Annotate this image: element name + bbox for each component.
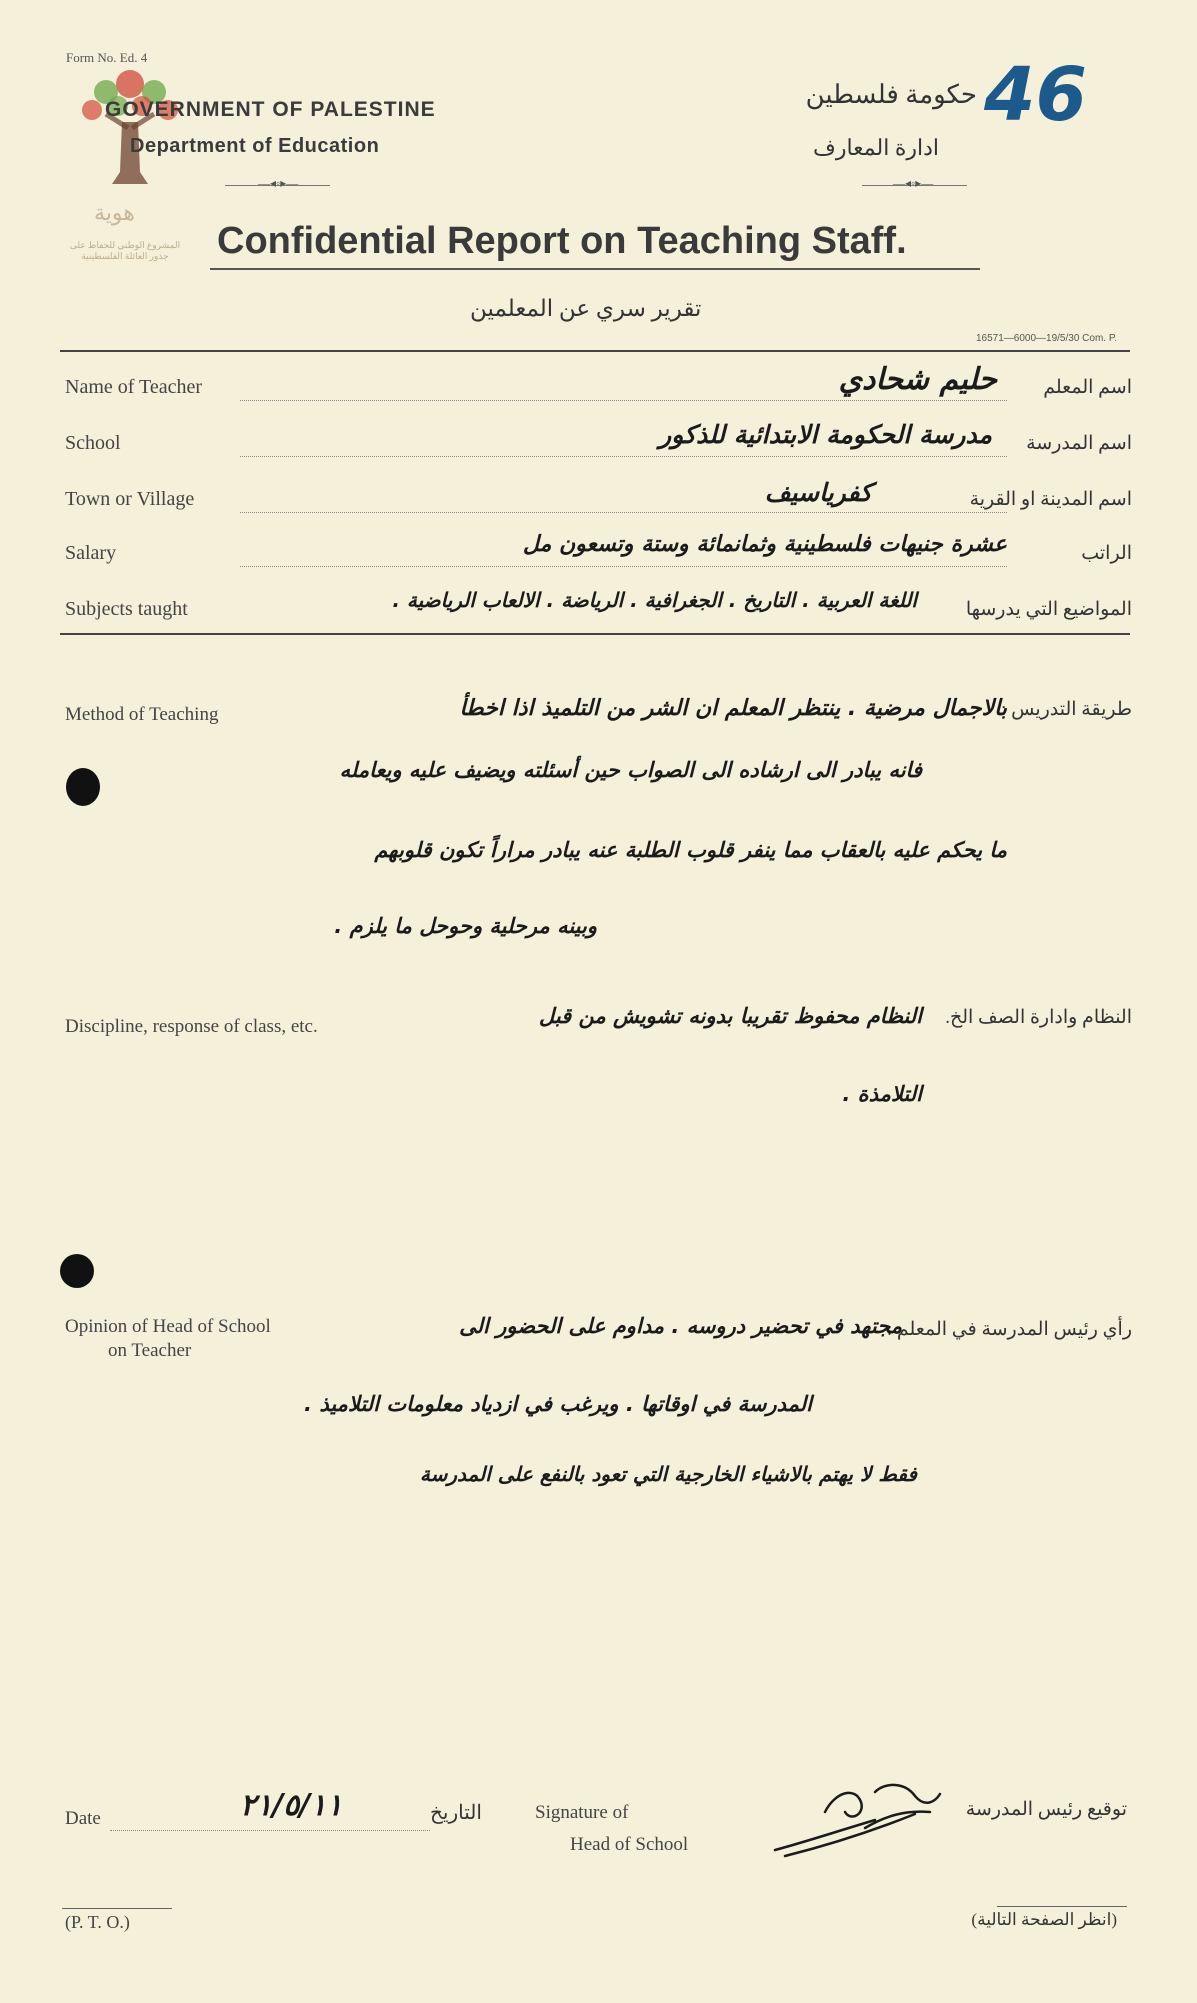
opinion-label-en-1: Opinion of Head of School bbox=[65, 1316, 271, 1337]
school-value: مدرسة الحكومة الابتدائية للذكور bbox=[659, 420, 992, 449]
method-line-2: فانه يبادر الى ارشاده الى الصواب حين أسئلته ويضيف عليه ويعامله bbox=[339, 758, 922, 782]
pto-rule-ar bbox=[997, 1906, 1127, 1907]
field-row-salary bbox=[65, 530, 1132, 576]
name-label-en: Name of Teacher bbox=[65, 376, 203, 398]
salary-label-ar: الراتب bbox=[1081, 543, 1132, 564]
field-row-name bbox=[65, 364, 1132, 410]
method-line-1: بالاجمال مرضية . ينتظر المعلم ان الشر من التلميذ اذا اخطأ bbox=[459, 696, 1007, 721]
salary-label-en: Salary bbox=[65, 542, 117, 564]
method-label-ar: طريقة التدريس : bbox=[1001, 699, 1132, 720]
discipline-label-en: Discipline, response of class, etc. bbox=[65, 1016, 318, 1037]
date-value: ٢١/٥/١١ bbox=[240, 1788, 343, 1823]
pto-label-en: (P. T. O.) bbox=[65, 1912, 130, 1932]
department-title-en: Department of Education bbox=[130, 135, 380, 157]
subjects-label-en: Subjects taught bbox=[65, 598, 188, 620]
signature-label-en-1: Signature of bbox=[535, 1802, 629, 1823]
header-divider bbox=[60, 350, 1130, 352]
subjects-value: اللغة العربية . التاريخ . الجغرافية . الرياضة . الالعاب الرياضية . bbox=[392, 588, 917, 612]
field-row-town bbox=[65, 476, 1132, 522]
method-label-en: Method of Teaching bbox=[65, 704, 219, 725]
date-label-en: Date bbox=[65, 1808, 101, 1829]
school-dotted-line bbox=[240, 456, 1007, 457]
discipline-label-ar: النظام وادارة الصف الخ. bbox=[945, 1007, 1132, 1028]
ornament-right: —◂◦▸— bbox=[893, 176, 934, 190]
town-label-ar: اسم المدينة او القرية bbox=[969, 489, 1132, 510]
watermark-brand: هوية bbox=[94, 200, 135, 225]
school-label-ar: اسم المدرسة bbox=[1026, 433, 1132, 454]
pto-label-ar: (انظر الصفحة التالية) bbox=[971, 1910, 1117, 1929]
opinion-line-1: مجتهد في تحضير دروسه . مداوم على الحضور الى bbox=[459, 1314, 902, 1338]
page-number: 46 bbox=[984, 52, 1087, 138]
title-underline bbox=[210, 268, 980, 270]
government-title-en: GOVERNMENT OF PALESTINE bbox=[105, 98, 436, 121]
pto-rule bbox=[62, 1908, 172, 1909]
name-dotted-line bbox=[240, 400, 1007, 401]
report-title-en: Confidential Report on Teaching Staff. bbox=[217, 220, 907, 262]
date-label-ar: التاريخ bbox=[430, 1802, 482, 1824]
method-line-3: ما يحكم عليه بالعقاب مما ينفر قلوب الطلبة عنه يبادر مراراً تكون قلوبهم bbox=[374, 838, 1007, 862]
discipline-line-2: التلامذة . bbox=[842, 1082, 922, 1106]
field-row-school bbox=[65, 420, 1132, 466]
opinion-line-3: فقط لا يهتم بالاشياء الخارجية التي تعود بالنفع على المدرسة bbox=[419, 1462, 917, 1486]
watermark-caption: المشروع الوطني للحفاظ على جذور العائلة الفلسطينية bbox=[69, 240, 181, 261]
subjects-label-ar: المواضيع التي يدرسها bbox=[965, 599, 1132, 620]
signature-label-en-2: Head of School bbox=[570, 1834, 689, 1855]
watermark-tree-logo bbox=[70, 62, 190, 192]
salary-value: عشرة جنيهات فلسطينية وثمانمائة وستة وتسعون مل bbox=[522, 532, 1007, 557]
print-code: 16571—6000—19/5/30 Com. P. bbox=[975, 333, 1117, 344]
method-line-4: وبينه مرحلية وحوحل ما يلزم . bbox=[334, 914, 597, 938]
form-number: Form No. Ed. 4 bbox=[66, 50, 148, 65]
ornament-left: —◂◦▸— bbox=[258, 176, 299, 190]
date-dotted-line bbox=[110, 1830, 430, 1831]
town-value: كفرياسيف bbox=[764, 478, 872, 507]
field-row-subjects bbox=[65, 586, 1132, 632]
opinion-line-2: المدرسة في اوقاتها . ويرغب في ازدياد معلومات التلاميذ . bbox=[304, 1392, 812, 1416]
school-label-en: School bbox=[65, 432, 121, 454]
town-label-en: Town or Village bbox=[65, 488, 195, 510]
town-dotted-line bbox=[240, 512, 1007, 513]
opinion-label-en-2: on Teacher bbox=[108, 1340, 192, 1361]
name-label-ar: اسم المعلم bbox=[1043, 377, 1132, 398]
name-value: حليم شحادي bbox=[838, 362, 997, 397]
ink-blot bbox=[66, 768, 100, 806]
ink-blot bbox=[60, 1254, 94, 1288]
signature-label-ar: توقيع رئيس المدرسة bbox=[965, 1799, 1127, 1820]
discipline-line-1: النظام محفوظ تقريبا بدونه تشويش من قبل bbox=[538, 1004, 922, 1028]
salary-dotted-line bbox=[240, 566, 1007, 567]
fields-divider bbox=[60, 633, 1130, 635]
report-title-ar: تقرير سري عن المعلمين bbox=[470, 296, 702, 321]
opinion-label-ar: رأي رئيس المدرسة في المعلم : bbox=[886, 1319, 1132, 1340]
department-title-ar: ادارة المعارف bbox=[813, 135, 939, 160]
government-title-ar: حكومة فلسطين bbox=[805, 80, 977, 109]
head-of-school-signature bbox=[765, 1772, 945, 1862]
